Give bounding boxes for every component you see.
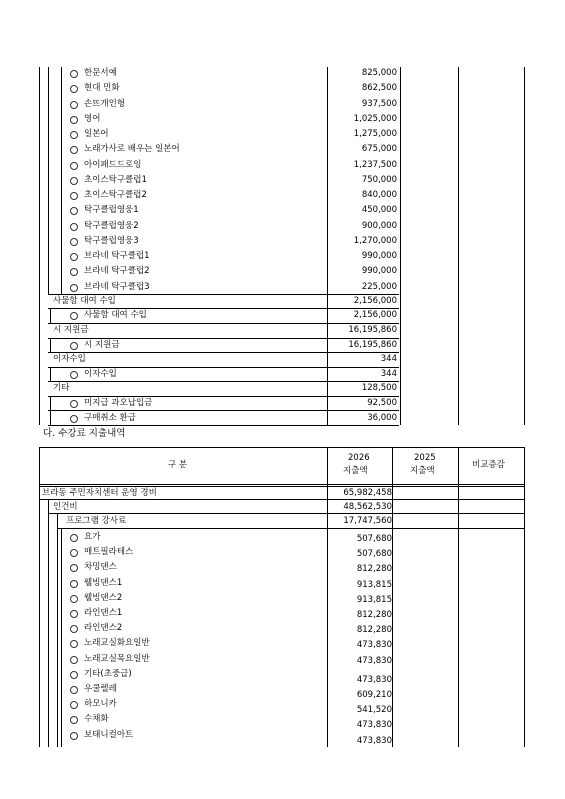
item-amount: 1,275,000	[353, 129, 397, 139]
header-2026-label: 지출액	[343, 466, 368, 476]
item-amount: 450,000	[361, 205, 397, 216]
program-label: 프로그램 강사료	[66, 516, 127, 526]
item-amount: 812,280	[356, 564, 392, 575]
bullet-icon	[70, 192, 78, 200]
item-amount: 1,025,000	[353, 113, 397, 124]
bullet-icon	[70, 580, 78, 588]
item-label: 매트필라테스	[84, 547, 134, 558]
item-amount: 825,000	[361, 68, 397, 78]
item-amount: 473,830	[356, 674, 392, 685]
bullet-icon	[70, 342, 78, 350]
bullet-icon	[70, 640, 78, 648]
bullet-icon	[70, 625, 78, 633]
header-2025-year: 2025	[414, 453, 436, 463]
item-label: 초이스탁구클럽2	[84, 190, 147, 200]
item-amount: 840,000	[361, 190, 397, 200]
item-label: 초이스탁구클럽1	[84, 174, 147, 185]
item-label: 웰빙댄스1	[84, 577, 123, 588]
item-amount: 990,000	[361, 251, 397, 261]
bullet-icon	[70, 146, 78, 154]
group-label: 기타	[53, 383, 70, 393]
item-amount: 473,830	[356, 735, 392, 746]
item-label: 탁구클럽영웅3	[84, 235, 139, 246]
item-label: 한문서예	[84, 68, 117, 78]
labor-label: 인건비	[53, 502, 78, 512]
item-amount: 812,280	[356, 610, 392, 620]
item-label: 웰빙댄스2	[84, 592, 123, 603]
item-label: 기타(초중급)	[84, 668, 132, 679]
item-amount: 507,680	[356, 549, 392, 560]
item-label: 구매취소 환급	[84, 413, 136, 423]
item-label: 브라네 탁구클럽3	[84, 281, 150, 292]
item-amount: 812,280	[356, 625, 392, 636]
bullet-icon	[70, 116, 78, 124]
bullet-icon	[70, 671, 78, 679]
item-amount: 1,270,000	[353, 235, 397, 246]
bullet-icon	[70, 238, 78, 246]
bullet-icon	[70, 85, 78, 93]
item-label: 우쿨렐레	[84, 684, 117, 694]
item-amount: 750,000	[361, 174, 397, 185]
item-label: 하모니카	[84, 699, 117, 710]
item-label: 노래교실화요일반	[84, 638, 150, 649]
item-amount: 473,830	[356, 640, 392, 651]
total-amount: 65,982,458	[343, 488, 392, 498]
header-category: 구 분	[168, 460, 188, 470]
bullet-icon	[70, 415, 78, 423]
item-amount: 913,815	[356, 579, 392, 590]
item-label: 차밍댄스	[84, 562, 117, 573]
bullet-icon	[70, 595, 78, 603]
program-amount: 17,747,560	[343, 516, 392, 526]
bullet-icon	[70, 656, 78, 664]
item-label: 노래가사로 배우는 일본어	[84, 144, 180, 155]
labor-amount: 48,562,530	[343, 502, 392, 512]
item-label: 미지급 과오납입금	[84, 398, 153, 408]
item-amount: 92,500	[367, 398, 397, 408]
group-amount: 2,156,000	[353, 296, 397, 306]
item-label: 손뜨개인형	[84, 98, 126, 109]
item-label: 수채화	[84, 714, 109, 725]
item-label: 라인댄스1	[84, 608, 123, 618]
item-amount: 675,000	[361, 144, 397, 155]
bullet-icon	[70, 101, 78, 109]
item-label: 탁구클럽영웅2	[84, 220, 139, 231]
group-amount: 16,195,860	[348, 325, 397, 335]
item-amount: 990,000	[361, 266, 397, 277]
bullet-icon	[70, 223, 78, 231]
group-label: 시 지원금	[53, 325, 89, 335]
item-amount: 507,680	[356, 534, 392, 544]
item-label: 이자수입	[84, 369, 117, 379]
item-amount: 2,156,000	[353, 310, 397, 320]
bullet-icon	[70, 131, 78, 139]
item-label: 보태니컬아트	[84, 729, 134, 740]
item-label: 라인댄스2	[84, 623, 123, 634]
bullet-icon	[70, 371, 78, 379]
bullet-icon	[70, 732, 78, 740]
item-label: 현대 민화	[84, 83, 120, 94]
group-label: 이자수입	[53, 354, 86, 364]
group-amount: 344	[380, 354, 397, 364]
item-label: 브라네 탁구클럽1	[84, 251, 150, 261]
header-2025-label: 지출액	[410, 466, 435, 476]
item-label: 영어	[84, 113, 101, 124]
bullet-icon	[70, 162, 78, 170]
bullet-icon	[70, 564, 78, 572]
item-amount: 473,830	[356, 655, 392, 666]
item-amount: 473,830	[356, 720, 392, 731]
total-label: 브라동 주민자치센터 운영 경비	[42, 488, 157, 498]
item-label: 탁구클럽영웅1	[84, 205, 139, 216]
bullet-icon	[70, 70, 78, 78]
item-amount: 900,000	[361, 220, 397, 231]
bullet-icon	[70, 534, 78, 542]
item-label: 아이패드드로잉	[84, 159, 142, 170]
item-amount: 225,000	[361, 281, 397, 292]
bullet-icon	[70, 400, 78, 408]
item-amount: 913,815	[356, 594, 392, 605]
bullet-icon	[70, 686, 78, 694]
header-comparison: 비교증감	[472, 460, 505, 470]
item-label: 사물함 대여 수입	[84, 310, 147, 320]
bullet-icon	[70, 312, 78, 320]
item-amount: 1,237,500	[353, 159, 397, 170]
bullet-icon	[70, 716, 78, 724]
item-amount: 609,210	[356, 690, 392, 700]
bullet-icon	[70, 253, 78, 261]
bullet-icon	[70, 549, 78, 557]
item-label: 일본어	[84, 129, 109, 139]
item-label: 브라네 탁구클럽2	[84, 266, 150, 277]
bullet-icon	[70, 284, 78, 292]
item-label: 시 지원금	[84, 340, 120, 350]
item-amount: 937,500	[361, 98, 397, 109]
item-amount: 36,000	[367, 413, 397, 423]
item-label: 요가	[84, 532, 101, 542]
header-2026-year: 2026	[348, 453, 370, 463]
bullet-icon	[70, 610, 78, 618]
item-amount: 16,195,860	[348, 340, 397, 350]
bullet-icon	[70, 701, 78, 709]
bullet-icon	[70, 177, 78, 185]
bullet-icon	[70, 207, 78, 215]
item-amount: 344	[380, 369, 397, 379]
bullet-icon	[70, 268, 78, 276]
item-amount: 541,520	[356, 705, 392, 716]
item-amount: 862,500	[361, 83, 397, 94]
section-title: 다. 수강료 지출내역	[43, 428, 126, 439]
group-amount: 128,500	[361, 383, 397, 393]
item-label: 노래교실목요일반	[84, 653, 150, 664]
group-label: 사물함 대여 수입	[53, 296, 116, 306]
